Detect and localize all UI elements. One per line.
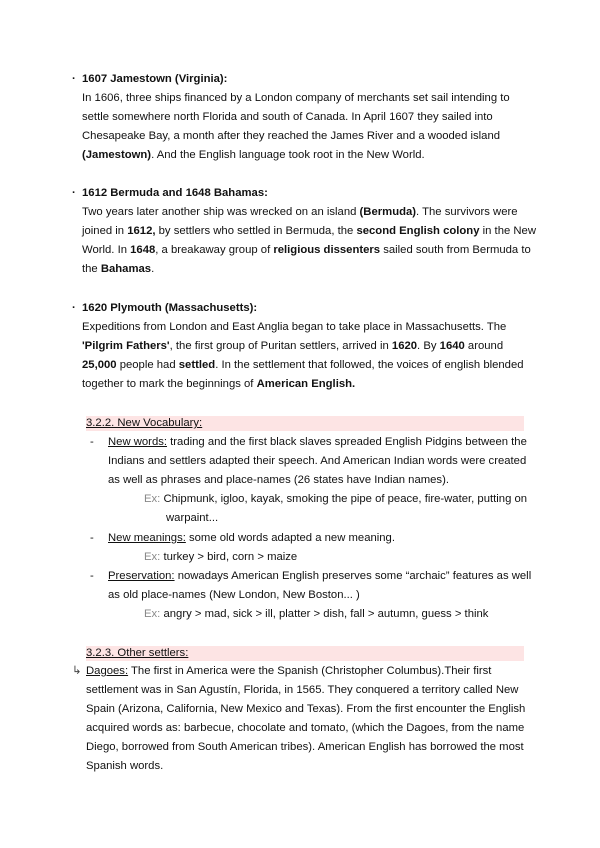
bold-term: Bahamas — [100, 263, 152, 275]
bold-term: settled — [178, 359, 216, 371]
text-run: Two years later another ship was wrecked on an island — [82, 206, 360, 218]
section-jamestown — [72, 70, 510, 165]
bold-term: 'Pilgrim Fathers' — [82, 340, 170, 352]
section-heading — [72, 299, 524, 318]
heading-text: 1620 Plymouth (Massachusetts): — [82, 302, 258, 314]
text-run: . By — [417, 340, 440, 352]
text-run: World. In — [82, 244, 131, 256]
paragraph-line — [82, 356, 524, 375]
paragraph-line — [82, 146, 510, 165]
text-run: The first in America were the Spanish (Christopher Columbus).Their first — [128, 665, 492, 677]
paragraph-line — [82, 260, 536, 279]
text-run: joined in — [82, 225, 128, 237]
paragraph-line: as old place-names (New London, New Boston... ) — [108, 589, 360, 601]
heading-text: 1612 Bermuda and 1648 Bahamas: — [82, 187, 268, 199]
list-dash: - — [90, 436, 94, 448]
text-run: some old words adapted a new meaning. — [185, 532, 395, 544]
paragraph-line: Expeditions from London and East Anglia began to take place in Massachusetts. The — [82, 321, 507, 333]
text-run: turkey > bird, corn > maize — [160, 551, 298, 563]
paragraph-line — [82, 203, 536, 222]
text-run: . In the settlement that followed, the voices of english blended — [215, 359, 524, 371]
paragraph-line: Indians and settlers adapted their speech. And American Indian words were created — [108, 455, 527, 467]
section-bermuda — [72, 184, 536, 279]
paragraph-line: Spanish words. — [86, 760, 164, 772]
item-label: Dagoes: — [86, 665, 129, 677]
text-run: sailed south from Bermuda to — [380, 244, 531, 256]
bullet: · — [72, 302, 76, 314]
bold-term: American English. — [256, 378, 356, 390]
example-label: Ex: — [144, 551, 161, 563]
text-run: . The survivors were — [416, 206, 518, 218]
list-item-preservation — [108, 567, 531, 605]
bullet: · — [72, 73, 76, 85]
heading-text: 1607 Jamestown (Virginia): — [82, 73, 228, 85]
bold-term: 1648 — [130, 244, 156, 256]
text-run: by settlers who settled in Bermuda, the — [155, 225, 357, 237]
section-heading — [72, 184, 536, 203]
bold-term: (Bermuda) — [359, 206, 417, 218]
text-run: trading and the first black slaves spreaded English Pidgins between the — [167, 436, 527, 448]
list-dash: - — [90, 532, 94, 544]
section-plymouth — [72, 299, 524, 394]
example-new-words — [144, 490, 527, 528]
list-dash: - — [90, 570, 94, 582]
paragraph-line: Spain (Arizona, California, New Mexico and Texas). From the first encounter the English — [86, 703, 526, 715]
paragraph-line — [82, 375, 524, 394]
text-run: Chipmunk, igloo, kayak, smoking the pipe of peace, fire-water, putting on — [160, 493, 528, 505]
example-preservation — [144, 605, 488, 624]
paragraph-line: as well as phrases and place-names (26 states have Indian names). — [108, 474, 449, 486]
paragraph-line — [82, 222, 536, 241]
bold-term: 1620 — [391, 340, 418, 352]
text-run: . And the English language took root in the New World. — [151, 149, 425, 161]
bold-term: religious dissenters — [273, 244, 381, 256]
example-label: Ex: — [144, 493, 161, 505]
paragraph-line — [82, 337, 524, 356]
list-item-new-words — [108, 433, 527, 490]
paragraph-line: settlement was in San Agustín, Florida, in 1565. They conquered a territory called New — [86, 684, 519, 696]
paragraph-line — [82, 241, 536, 260]
text-run: around — [464, 340, 504, 352]
example-new-meanings — [144, 548, 297, 567]
bold-term: 25,000 — [82, 359, 117, 371]
section-title-vocabulary: 3.2.2. New Vocabulary: — [86, 416, 524, 431]
text-run: . — [151, 263, 155, 275]
section-title-other-settlers: 3.2.3. Other settlers: — [86, 646, 524, 661]
item-label: New words: — [108, 436, 168, 448]
paragraph-line: Chesapeake Bay, a month after they reached the James River and a wooded island — [82, 130, 501, 142]
settlers-paragraph — [72, 662, 525, 776]
paragraph-line: warpaint... — [166, 512, 219, 524]
bold-term: 1640 — [439, 340, 465, 352]
text-run: , a breakaway group of — [155, 244, 274, 256]
paragraph-line: In 1606, three ships financed by a London company of merchants set sail intending to — [82, 92, 510, 104]
text-run: together to mark the beginnings of — [82, 378, 257, 390]
bullet: · — [72, 187, 76, 199]
subitem-arrow-icon: ↳ — [72, 665, 82, 677]
text-run: angry > mad, sick > ill, platter > dish, fall > autumn, guess > think — [160, 608, 489, 620]
text-run: people had — [116, 359, 179, 371]
text-run: , the first group of Puritan settlers, arrived in — [169, 340, 392, 352]
text-run: the — [82, 263, 101, 275]
bold-term: (Jamestown) — [82, 149, 152, 161]
text-run: nowadays American English preserves some “archaic” features as well — [174, 570, 532, 582]
paragraph-line: Diego, borrowed from South American tribes). American English has borrowed the most — [86, 741, 524, 753]
paragraph-line: acquired words as: barbecue, chocolate and tomato, (which the Dagoes, from the name — [86, 722, 525, 734]
paragraph-line: settle somewhere north Florida and south of Canada. In April 1607 they sailed into — [82, 111, 493, 123]
list-item-new-meanings — [108, 529, 395, 548]
item-label: New meanings: — [108, 532, 186, 544]
example-label: Ex: — [144, 608, 161, 620]
text-run: in the New — [479, 225, 536, 237]
section-heading — [72, 70, 510, 89]
bold-term: second English colony — [356, 225, 480, 237]
item-label: Preservation: — [108, 570, 175, 582]
bold-term: 1612, — [127, 225, 156, 237]
